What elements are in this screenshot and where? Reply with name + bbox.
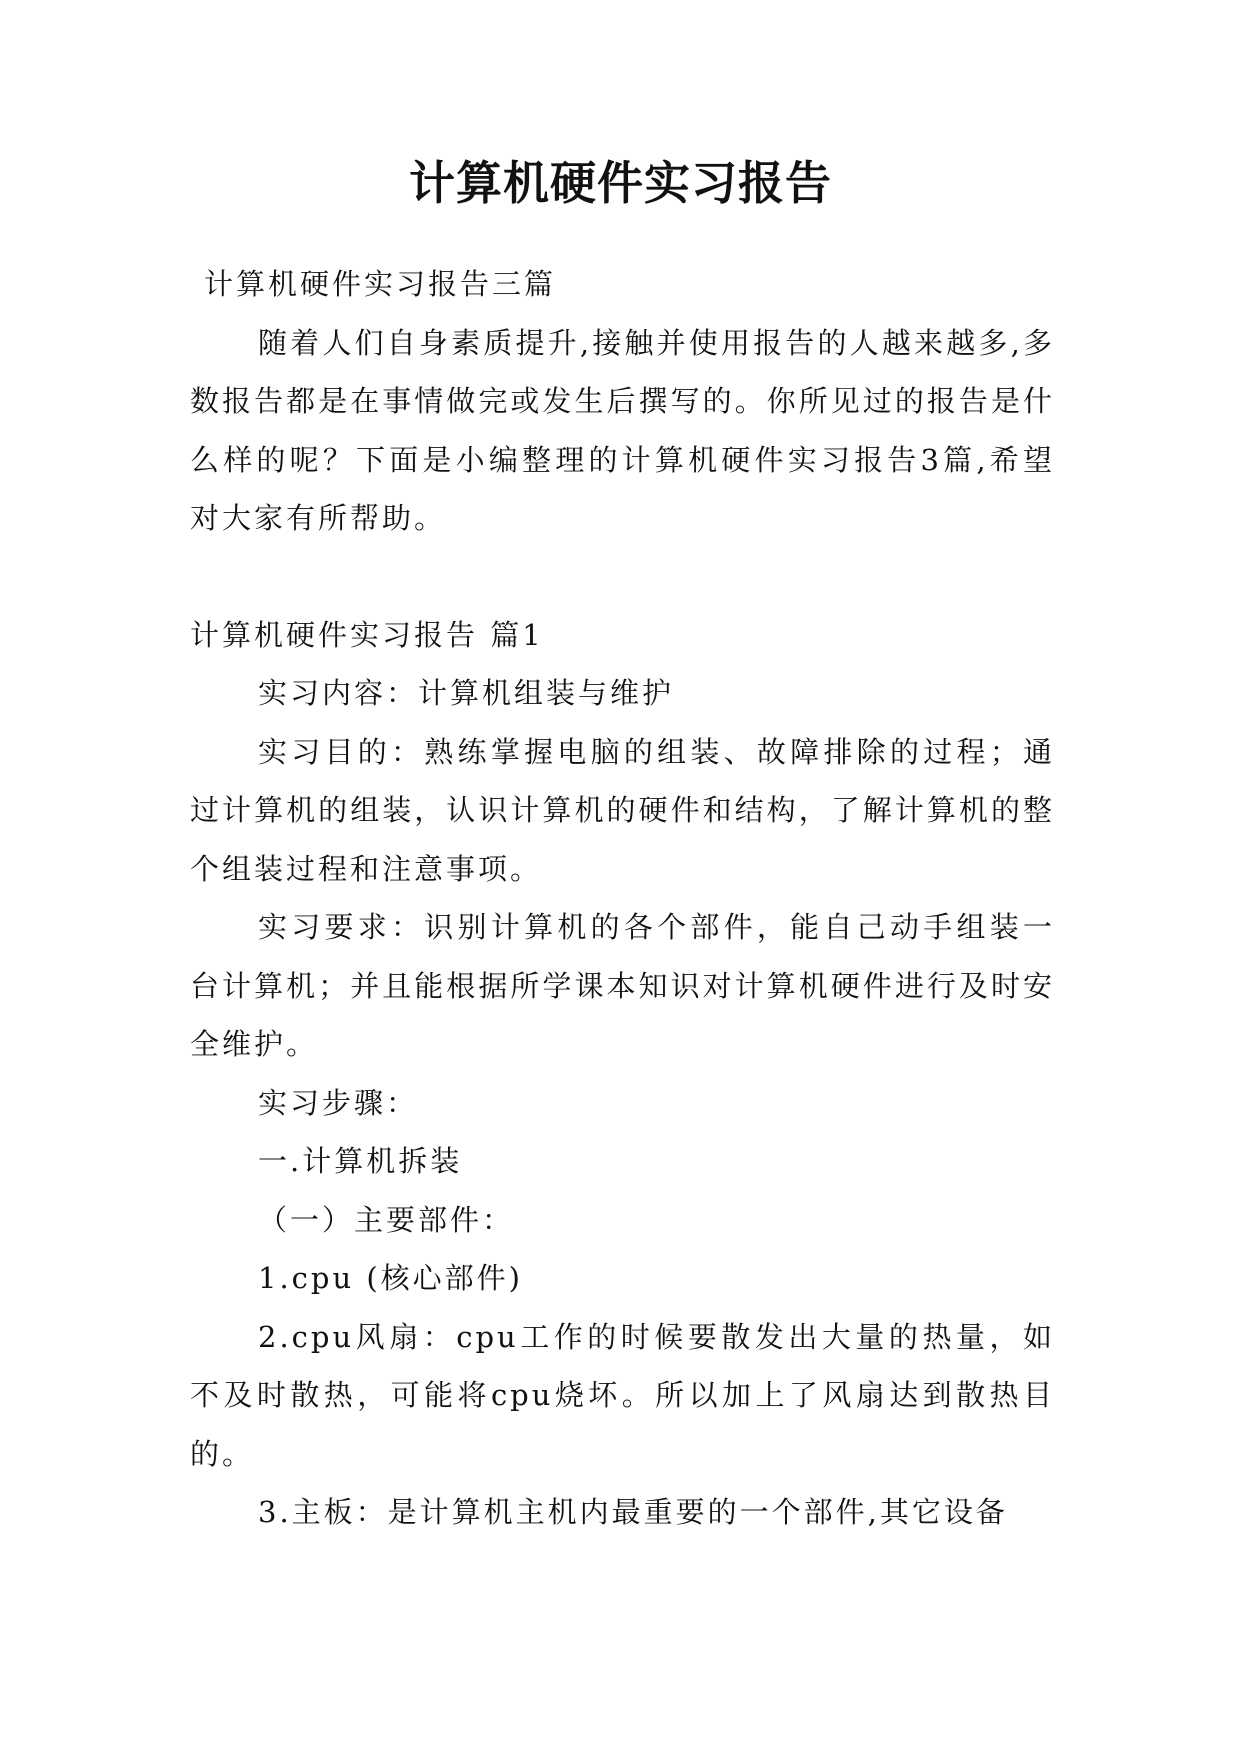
intro-paragraph: 随着人们自身素质提升,接触并使用报告的人越来越多,多数报告都是在事情做完或发生后撰写的。你所见过的报告是什么样的呢？下面是小编整理的计算机硬件实习报告3篇,希望对大家有所帮助。: [190, 325, 1055, 535]
paragraph-internship-steps: 实习步骤：: [258, 1085, 419, 1120]
document-body: [190, 255, 1055, 1542]
paragraph-disassembly-heading: 一.计算机拆装: [258, 1144, 463, 1178]
section-heading: 计算机硬件实习报告 篇1: [190, 617, 544, 652]
paragraph-internship-content: 实习内容：计算机组装与维护: [258, 676, 675, 710]
paragraph-motherboard: 3.主板：是计算机主机内最重要的一个部件,其它设备: [258, 1495, 1008, 1529]
paragraph-cpu-fan: 2.cpu风扇：cpu工作的时候要散发出大量的热量，如不及时散热，可能将cpu烧坏。所以加上了风扇达到散热目的。: [190, 1319, 1055, 1471]
paragraph-gap: [190, 548, 1055, 606]
paragraph-cpu: 1.cpu (核心部件): [258, 1261, 523, 1295]
paragraph-internship-purpose: 实习目的：熟练掌握电脑的组装、故障排除的过程；通过计算机的组装，认识计算机的硬件和结构，了解计算机的整个组装过程和注意事项。: [190, 734, 1055, 886]
document-subtitle: 计算机硬件实习报告三篇: [204, 267, 557, 301]
paragraph-main-parts-heading: （一）主要部件：: [258, 1202, 515, 1237]
paragraph-internship-requirements: 实习要求：识别计算机的各个部件，能自己动手组装一台计算机；并且能根据所学课本知识对计算机硬件进行及时安全维护。: [190, 910, 1055, 1061]
document-title: 计算机硬件实习报告: [409, 156, 832, 210]
